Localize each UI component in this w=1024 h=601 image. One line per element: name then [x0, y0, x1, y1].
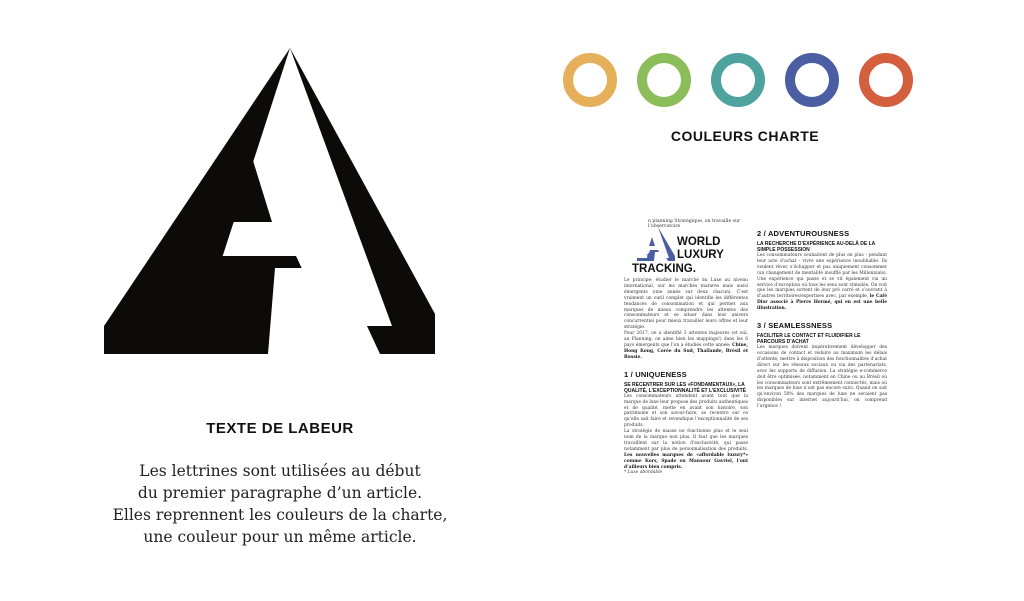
drop-cap-a-illustration	[100, 44, 440, 364]
caption-line: du premier paragraphe d’un article.	[137, 484, 423, 502]
article-right-body	[757, 229, 887, 410]
article-intro-note: n planning Stratégique, on travaille sur l’observatoire	[648, 219, 741, 230]
article-left-body	[624, 278, 748, 476]
small-drop-cap-a-icon	[636, 226, 676, 262]
texte-de-labeur-title: TEXTE DE LABEUR	[206, 420, 354, 437]
drop-cap-caption	[90, 460, 470, 548]
section-body-uniqueness: Les consommateurs attendent avant tout que la marque de luxe leur propose des produits authentiques et de qualité, mette en avant son histoire, son patrimoine et son savoir-faire, se recentre sur ce qu’elle sait faire et revendique l’exceptionnalité de ses produits.	[624, 393, 748, 429]
footnote: * Luxe abordable	[624, 470, 663, 476]
couleurs-charte-title: COULEURS CHARTE	[670, 128, 820, 144]
article-heading-line: LUXURY	[677, 249, 724, 261]
section-body-uniqueness-bold: Les nouvelles marques de «affordable luxury*» comme Kors, Spade ou Mansour Gavriel, l’ont d’ailleurs bien compris.	[624, 452, 748, 470]
article-heading-line: TRACKING.	[632, 263, 696, 275]
intro-paragraph-2-text: Pour 2017, on a identifié 3 attentes majeures (et oui, au Planning, on aime bien les mappings!) dans les 6 pays émergents que l’on a étudiés cette année:	[624, 331, 748, 348]
intro-paragraph: Le principe: étudier le marché du Luxe au niveau international, sur les marchés matures mais aussi émergents (une année sur deux chacun). C’est vraiment un outil complet qui identifie les différentes tendances de consommation et qui permet aux marques de mieux comprendre les attentes des consommateurs et se situer dans leur univers concurrentiel pour mieux travailler leurs offres et leur stratégie.	[624, 278, 748, 331]
section-title-seamlessness: 3 / SEAMLESSNESS	[757, 321, 833, 331]
caption-line: une couleur pour un même article.	[143, 528, 417, 546]
color-ring-blue	[785, 53, 839, 107]
color-ring-orange	[859, 53, 913, 107]
section-title-uniqueness: 1 / UNIQUENESS	[624, 369, 687, 379]
section-body-uniqueness-2-text: La stratégie de masse ne fonctionne plus et le seul nom de la marque non plus. Il faut que les marques travaillent sur la notion d’exclusivité, qui passe notamment par plus de personnalisation des produits.	[624, 429, 748, 452]
section-subtitle-seamlessness: FACILITER LE CONTACT ET FLUIDIFIER LE PARCOURS D’ACHAT	[757, 333, 861, 346]
color-ring-teal	[711, 53, 765, 107]
caption-line: Les lettrines sont utilisées au début	[139, 462, 421, 480]
section-title-adventurousness: 2 / ADVENTUROUSNESS	[757, 229, 850, 238]
color-ring-yellow	[563, 53, 617, 107]
intro-countries: Chine, Hong Kong, Corée du Sud, Thaïlande, Brésil et Russie.	[624, 342, 748, 360]
section-body-adventurousness-text: Les consommateurs souhaitent de plus en plus - pendant leur acte d’achat - vivre une expérience inoubliable. Ils veulent rêver, s’échapper et pas uniquement consommer (un changement de mentalité insufflé par les Millennials). Une expérience qui passe et se vit également via un service d’exception où tous les sens sont stimulés. On voit que les marques sortent de leur pré carré et s’ouvrent à d’autres territoires/expertises avec, par exemple,	[757, 253, 887, 300]
caption-line: Elles reprennent les couleurs de la charte,	[112, 506, 448, 524]
section-body-adventurousness	[757, 253, 887, 312]
article-sample	[617, 220, 917, 550]
article-heading-line: WORLD	[677, 236, 721, 248]
section-body-uniqueness-2	[624, 429, 748, 470]
section-subtitle-uniqueness: SE RECENTRER SUR LES «FONDAMENTAUX», LA QUALITÉ, L’EXCEPTIONNALITÉ ET L’EXCLUSIVITÉ	[624, 381, 746, 394]
section-subtitle-adventurousness: LA RECHERCHE D’EXPÉRIENCE AU-DELÀ DE LA SIMPLE POSSESSION	[757, 241, 876, 253]
section-body-adventurousness-bold: le Café Dior associé à Pierre Hermé, qui en est une belle illustration.	[757, 294, 887, 312]
color-ring-green	[637, 53, 691, 107]
intro-paragraph-2	[624, 331, 748, 361]
section-body-seamlessness: Les marques doivent impérativement développer des occasions de contact et réduire au maximum les délais d’attente, mettre à disposition des fonctionnalités d’achat direct sur les réseaux sociaux ou via des partenariats, avec les supports de diffusion. La stratégie e-commerce doit être optimisée, notamment en Chine ou au Brésil où les consommateurs sont extrêmement connectés, mais où les marques de luxe n’ont pas encore suivi. Quand on sait qu’environ 50% des marques de luxe ne seraient pas disponibles sur internet aujourd’hui, on comprend l’urgence !	[757, 345, 887, 410]
